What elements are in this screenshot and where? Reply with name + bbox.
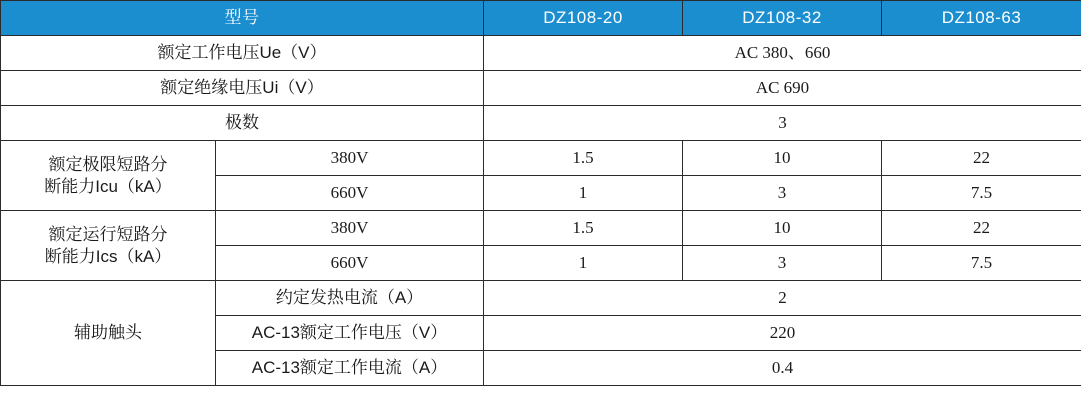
group-label-icu-line2: 断能力Icu（kA） (44, 176, 172, 196)
group-label-icu (1, 141, 216, 211)
value-icu-380v-col3: 22 (882, 141, 1081, 176)
row-value-rated-working-voltage: AC 380、660 (484, 36, 1081, 71)
row-value-rated-insulation-voltage: AC 690 (484, 71, 1081, 106)
sub-label-ac13-working-voltage: AC-13额定工作电压（V） (216, 316, 484, 351)
table-row (1, 281, 1081, 316)
group-label-ics-line1: 额定运行短路分 (48, 225, 168, 245)
value-ics-380v-col1: 1.5 (484, 211, 683, 246)
header-column-2: DZ108-32 (683, 1, 882, 36)
value-ics-380v-col2: 10 (683, 211, 882, 246)
group-label-icu-line1: 额定极限短路分 (48, 155, 168, 175)
value-ac13-working-current: 0.4 (484, 351, 1081, 386)
sub-label-ics-660v: 660V (216, 246, 484, 281)
header-column-3: DZ108-63 (882, 1, 1081, 36)
value-ics-660v-col1: 1 (484, 246, 683, 281)
value-icu-660v-col1: 1 (484, 176, 683, 211)
row-label-poles: 极数 (1, 106, 484, 141)
header-model-label: 型号 (1, 1, 484, 36)
value-conventional-heating-current: 2 (484, 281, 1081, 316)
value-ics-660v-col3: 7.5 (882, 246, 1081, 281)
value-icu-380v-col2: 10 (683, 141, 882, 176)
table-row (1, 106, 1081, 141)
table-row (1, 36, 1081, 71)
group-label-ics (1, 211, 216, 281)
table-row (1, 71, 1081, 106)
value-icu-660v-col2: 3 (683, 176, 882, 211)
value-icu-660v-col3: 7.5 (882, 176, 1081, 211)
value-icu-380v-col1: 1.5 (484, 141, 683, 176)
table-header-row (1, 1, 1081, 36)
row-value-poles: 3 (484, 106, 1081, 141)
row-label-rated-working-voltage: 额定工作电压Ue（V） (1, 36, 484, 71)
sub-label-ac13-working-current: AC-13额定工作电流（A） (216, 351, 484, 386)
value-ac13-working-voltage: 220 (484, 316, 1081, 351)
table-row (1, 211, 1081, 246)
value-ics-380v-col3: 22 (882, 211, 1081, 246)
header-column-1: DZ108-20 (484, 1, 683, 36)
sub-label-icu-660v: 660V (216, 176, 484, 211)
value-ics-660v-col2: 3 (683, 246, 882, 281)
sub-label-icu-380v: 380V (216, 141, 484, 176)
group-label-ics-line2: 断能力Ics（kA） (44, 246, 172, 266)
sub-label-ics-380v: 380V (216, 211, 484, 246)
table-row (1, 141, 1081, 176)
group-label-auxiliary-contact: 辅助触头 (1, 281, 216, 386)
row-label-rated-insulation-voltage: 额定绝缘电压Ui（V） (1, 71, 484, 106)
sub-label-conventional-heating-current: 约定发热电流（A） (216, 281, 484, 316)
